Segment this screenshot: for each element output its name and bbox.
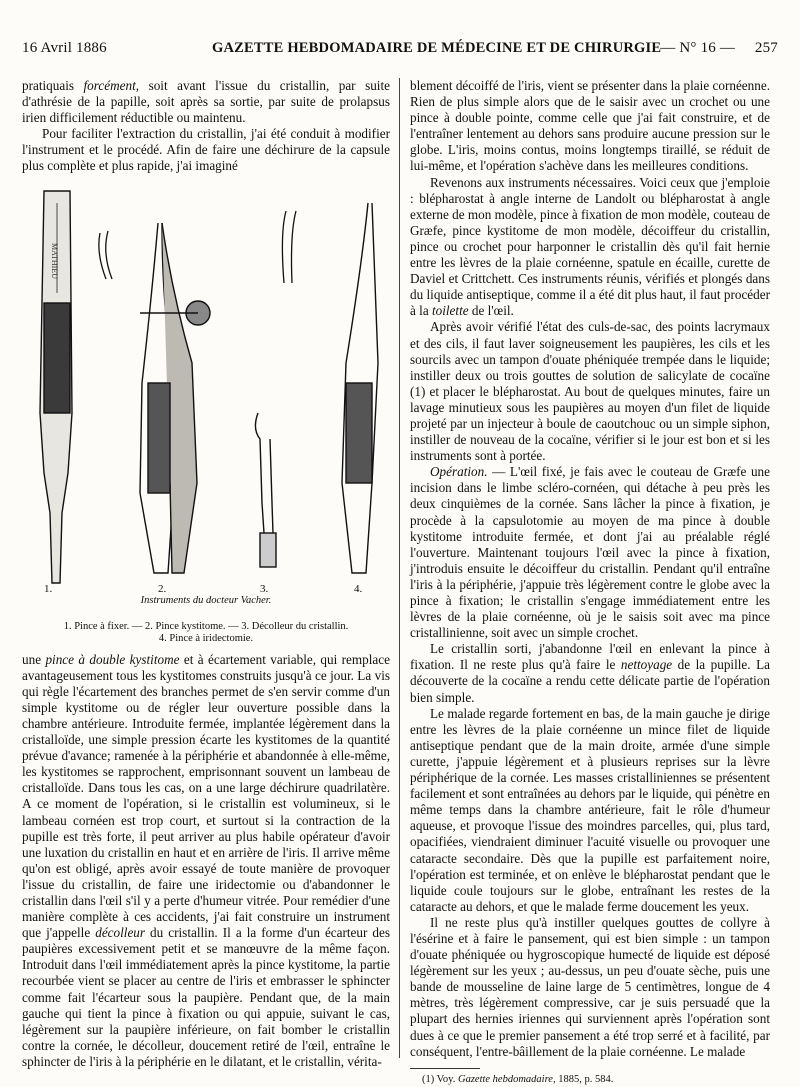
paragraph: pratiquais forcément, soit avant l'issue du cristallin, par suite d'athrésie de la papille, soit après sa sortie, par suite de prolapsus irien difficilement réductible ou maintenu. [22,78,390,126]
paragraph: Le malade regarde fortement en bas, de la main gauche je dirige entre les lèvres de la plaie cornéenne un mince filet de liquide antiseptique pendant que de la main droite, armée d'une simple curette, j'appuie légèrement et à plusieurs reprises sur la lèvre périphérique de la cornée. Les masses cristalliniennes se présentent facilement et sont entraînées au dehors par le liquide, qui pénètre en même temps dans la chambre antérieure, fait le rôle d'humeur aqueuse, et provoque l'issue des moindres parcelles, qui, plus tard, opacifiées, viendraient diminuer l'acuité visuelle ou provoquer une cataracte secondaire. Dès que la pupille est parfaitement noire, l'opération est terminée, et on enlève le blépharostat pendant que le liquide coule toujours sur le globe, entraînant les restes de la cataracte au dehors, et que le malade ferme doucement les yeux. [410,705,770,914]
figure-caption: Instruments du docteur Vacher. [140,594,272,606]
figure-number-1: 1. [44,582,53,595]
left-column [22,78,390,1070]
figure-legend [22,621,390,646]
instrument-2-kystitome-forceps [140,223,210,573]
header-issue-page [660,40,778,57]
paragraph: Le cristallin sorti, j'abandonne l'œil en enlevant la pince à fixation. Il ne reste plus qu'à faire le nettoyage de la pupille. La découverte de la cocaïne a rendu cette délicate partie de l'opération bien simple. [410,641,770,705]
header-page-number: 257 [754,40,778,56]
instruments-illustration [22,183,390,615]
figure-legend-line: 1. Pince à fixer. — 2. Pince kystitome. — 3. Décolleur du cristallin. [63,620,349,632]
paragraph: Revenons aux instruments nécessaires. Voici ceux que j'emploie : blépharostat à angle interne de Landolt ou blépharostat à angle externe de mon modèle, pince à fixation de mon modèle, couteau de Græfe, pince kystitome de mon modèle, décoiffeur du cristallin, pince ou crochet pour harponner le cristallin dès qu'il fait hernie entre les lèvres de la plaie cornéenne, spatule en écaille, curette de Daviel et Crittchett. Ces instruments réunis, vérifiés et plongés dans du liquide antiseptique, comme il a été dit plus haut, il faut procéder à la toilette de l'œil. [410,174,770,319]
svg-text:MATHIEU: MATHIEU [50,242,59,279]
instruments-figure [22,183,390,615]
figure-legend-line: 4. Pince à iridectomie. [158,633,254,645]
footnote-rule [410,1068,480,1069]
figure-number-3: 3. [260,582,269,595]
figure-number-2: 2. [158,582,167,595]
paragraph: Opération. — L'œil fixé, je fais avec le couteau de Græfe une incision dans le limbe scléro-cornéen, qui détache à peu près les deux cinquièmes de la cornée. Sans lâcher la pince à fixation, je procède à la capsulotomie au moyen de ma pince à double kystitome introduite fermée, et dont j'ai au préalable réglé l'ouverture. Maintenant toujours l'œil avec la pince à fixation, j'introduis ensuite le décoiffeur du cristallin. Pendant qu'il entraîne l'iris à la périphérie, j'appuie très légèrement contre le globe avec la pince à fixation; le cristallin s'engage immédiatement entre les lèvres de la plaie cornéenne, où je le saisis soit avec ma pince cristallinienne, soit avec un simple crochet. [410,464,770,641]
instrument-1-fixation-forceps [40,191,72,583]
header-issue: — N° 16 — [660,40,736,56]
paragraph: Après avoir vérifié l'état des culs-de-sac, des points lacrymaux et des cils, il faut laver soigneusement les paupières, les cils et les sourcils avec un tampon d'ouate phéniquée trempée dans le liquide; instiller deux ou trois gouttes de solution de salicylate de cocaïne (1) et placer le blépharostat. Au bout de quelques minutes, faire un lavage minutieux sous les paupières au moyen d'un filet de liquide projeté par un injecteur à boule de caoutchouc ou un simple siphon, instiller de nouveau de la cocaïne, vérifier si le jour est bon et si les instruments sont à portée. [410,319,770,464]
column-rule [399,78,400,1058]
running-header [22,40,778,62]
paragraph: blement décoiffé de l'iris, vient se présenter dans la plaie cornéenne. Rien de plus simple alors que de le saisir avec un crochet ou une pince à double pointe, comme celle que j'ai fait construire, et de l'entraîner lentement au dehors sans produire aucune pression sur le globe. L'iris, moins contus, moins longtemps tiraillé, se réduit de lui-même, et l'opération s'achève dans les meilleures conditions. [410,78,770,174]
header-journal: GAZETTE HEBDOMADAIRE DE MÉDECINE ET DE CHIRURGIE [212,40,662,56]
paragraph: une pince à double kystitome et à écartement variable, qui remplace avantageusement tous les kystitomes construits jusqu'à ce jour. La vis qui règle l'écartement des branches permet de s'en servir comme d'un simple kystitome ou de régler leur ouverture possible dans la chambre antérieure. Introduite fermée, implantée légèrement dans la cristalloïde, une simple pression écarte les kystitomes de la quantité prévue d'avance; ramenée à la périphérie et abandonnée à elle-même, les kystitomes se rapprochent, emprisonnant souvent un lambeau de cristalloïde. Dans tous les cas, on a une large déchirure quadrilatère. A ce moment de l'opération, si le cristallin est volumineux, si le lambeau cornéen est trop court, et surtout si la contraction de la pupille est très forte, il peut arriver au plus habile opérateur d'avoir une luxation du cristallin en haut et en arrière de l'iris. Il arrive même qu'on est obligé, après avoir essayé de toute manière de provoquer l'issue du cristallin, de faire une iridectomie ou d'abandonner le cristallin dans l'œil s'il y a perte d'humeur vitrée. Pour remédier d'une manière complète à ces accidents, j'ai fait construire un instrument que j'appelle décolleur du cristallin. Il a la forme d'un écarteur des paupières excessivement petit et se manœuvre de la même façon. Introduit dans l'œil immédiatement après la pince kystitome, la partie recourbée vient se placer au centre de l'iris et embrasser le sphincter comme fait l'écarteur sous la paupière. Pendant que, de la main gauche qui tient la pince à fixation ou qui appuie, suivant le cas, légèrement sur la paupière inférieure, on fait bomber le cristallin contre la cornée, le décolleur, doucement retiré de l'œil, entraîne le sphincter de l'iris à la périphérie en le dilatant, et le cristallin, vérita- [22,651,391,1069]
kystitome-tips-detail [99,211,296,283]
instrument-3-lens-decolleur [255,413,276,567]
footnote: (1) Voy. Gazette hebdomadaire, 1885, p. 584. [422,1073,614,1085]
paragraph: Pour faciliter l'extraction du cristallin, j'ai été conduit à modifier l'instrument et le procédé. Afin de faire une déchirure de la capsule plus complète et plus rapide, j'ai imaginé [22,126,390,174]
header-date: 16 Avril 1886 [22,40,107,56]
figure-number-4: 4. [354,582,363,595]
paragraph: Il ne reste plus qu'à instiller quelques gouttes de collyre à l'ésérine et à faire le pansement, qui est bien simple : un tampon d'ouate phéniquée ou hygroscopique humecté de liquide est déposé légèrement sur les yeux ; au-dessus, un peu d'ouate sèche, puis une bande de mousseline de laine large de 5 centimètres, longue de 4 mètres, très légèrement compressive, car je suis persuadé que la plupart des hernies iriennes qui surviennent après l'opération sont dues à ce que le premier pansement a été trop serré et à facilité, par conséquent, l'entre-bâillement de la plaie cornéenne. Le malade [410,914,770,1059]
right-column [410,78,770,1086]
instrument-4-iridectomy-forceps [342,203,378,573]
